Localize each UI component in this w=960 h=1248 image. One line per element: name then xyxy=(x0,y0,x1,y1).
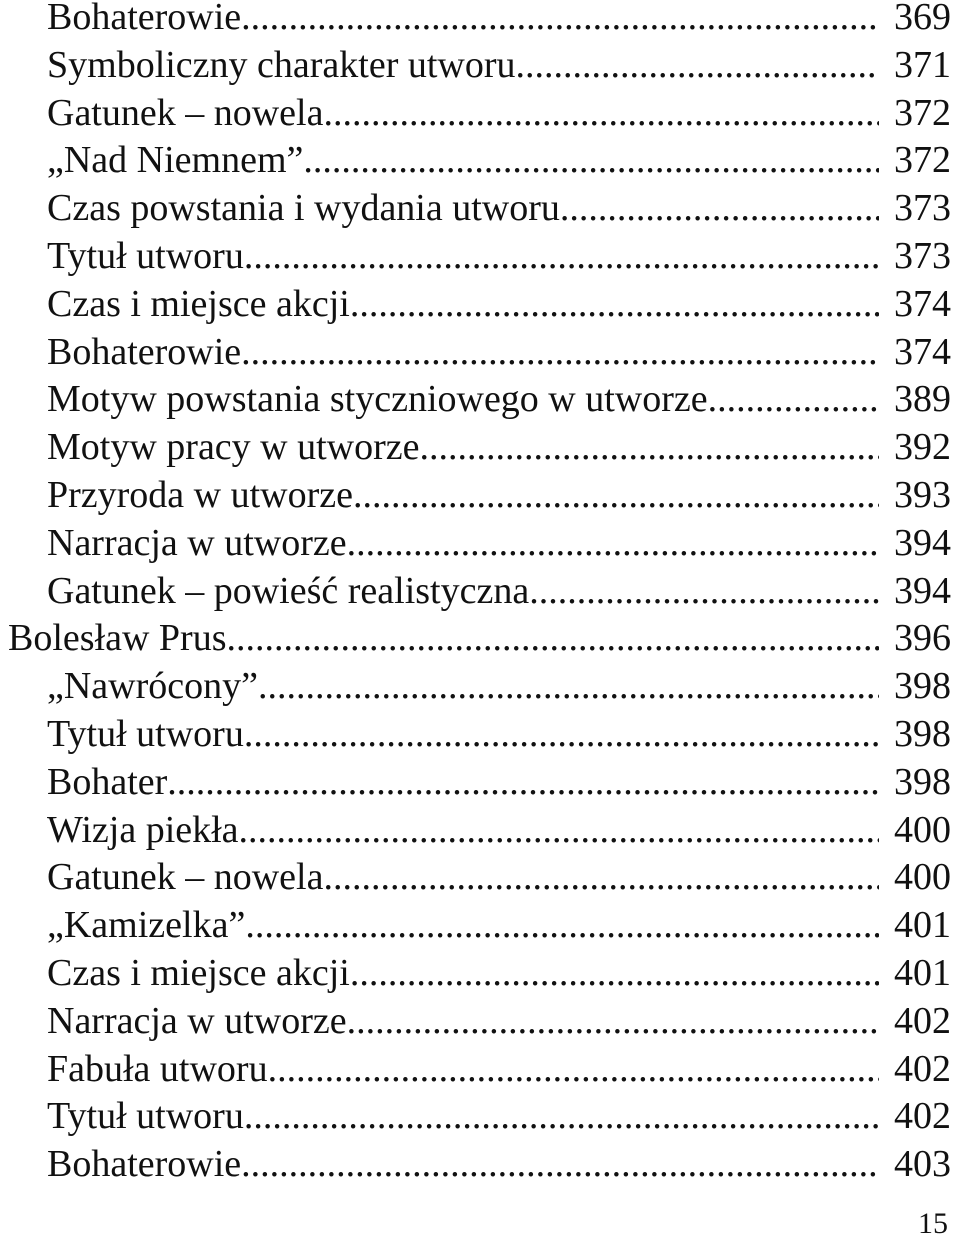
toc-entry xyxy=(0,424,960,472)
toc-entry xyxy=(0,950,960,998)
toc-dot-leader xyxy=(323,854,879,902)
toc-entry-page: 371 xyxy=(894,43,951,86)
toc-entry-page: 394 xyxy=(894,521,951,564)
toc-entry-page: 372 xyxy=(894,139,951,182)
toc-entry-title: „Nawrócony” xyxy=(47,665,259,708)
toc-entry-title: Tytuł utworu xyxy=(47,1095,244,1138)
toc-entry xyxy=(0,42,960,90)
toc-dot-leader xyxy=(420,424,879,472)
toc-dot-leader xyxy=(244,711,879,759)
toc-entry xyxy=(0,1141,960,1189)
toc-entry-title: Narracja w utworze xyxy=(47,999,347,1042)
toc-entry xyxy=(0,281,960,329)
toc-entry xyxy=(0,520,960,568)
toc-entry xyxy=(0,615,960,663)
toc-entry-title: Narracja w utworze xyxy=(47,521,347,564)
toc-entry-page: 400 xyxy=(894,856,951,899)
toc-entry-title: Fabuła utworu xyxy=(47,1047,268,1090)
toc-entry-title: Bohaterowie xyxy=(47,1143,242,1186)
toc-entry-title: Motyw powstania styczniowego w utworze xyxy=(47,378,708,421)
toc-entry-title: Bohaterowie xyxy=(47,0,242,38)
toc-entry-title: Symboliczny charakter utworu xyxy=(47,43,516,86)
toc-entry xyxy=(0,472,960,520)
toc-entry-title: Bohaterowie xyxy=(47,330,242,373)
toc-entry xyxy=(0,233,960,281)
toc-entry xyxy=(0,854,960,902)
toc-entry-title: Wizja piekła xyxy=(47,808,239,851)
toc-dot-leader xyxy=(244,1093,879,1141)
toc-entry-title: Przyroda w utworze xyxy=(47,473,354,516)
toc-entry xyxy=(0,807,960,855)
toc-dot-leader xyxy=(227,615,880,663)
toc-entry xyxy=(0,1046,960,1094)
toc-entry-title: „Kamizelka” xyxy=(47,904,246,947)
toc-dot-leader xyxy=(347,520,879,568)
toc-entry-page: 374 xyxy=(894,282,951,325)
toc-entry-title: Czas i miejsce akcji xyxy=(47,951,350,994)
toc-dot-leader xyxy=(350,950,879,998)
toc-entry xyxy=(0,137,960,185)
toc-dot-leader xyxy=(560,185,879,233)
toc-entry-title: Czas i miejsce akcji xyxy=(47,282,350,325)
toc-entry xyxy=(0,329,960,377)
toc-dot-leader xyxy=(350,281,879,329)
page-number: 15 xyxy=(918,1207,948,1240)
toc-entry xyxy=(0,90,960,138)
toc-entry-page: 372 xyxy=(894,91,951,134)
toc-entry-page: 369 xyxy=(894,0,951,38)
toc-entry-page: 373 xyxy=(894,187,951,230)
toc-entry-page: 398 xyxy=(894,760,951,803)
toc-entry-title: Tytuł utworu xyxy=(47,234,244,277)
toc-dot-leader xyxy=(239,807,879,855)
toc-entry xyxy=(0,376,960,424)
toc-dot-leader xyxy=(353,472,879,520)
toc-dot-leader xyxy=(708,376,879,424)
toc-entry-page: 398 xyxy=(894,665,951,708)
toc-dot-leader xyxy=(258,663,879,711)
toc-entry xyxy=(0,185,960,233)
toc-entry xyxy=(0,711,960,759)
toc-entry xyxy=(0,663,960,711)
toc-entry-title: Motyw pracy w utworze xyxy=(47,426,420,469)
toc-dot-leader xyxy=(167,759,879,807)
toc-entry-page: 389 xyxy=(894,378,951,421)
toc-entry-page: 396 xyxy=(894,617,951,660)
toc-entry-title: Gatunek – powieść realistyczna xyxy=(47,569,530,612)
toc-entry-page: 400 xyxy=(894,808,951,851)
toc-entry-page: 374 xyxy=(894,330,951,373)
toc-entry-page: 392 xyxy=(894,426,951,469)
toc-dot-leader xyxy=(303,137,879,185)
toc-entry-page: 394 xyxy=(894,569,951,612)
toc-dot-leader xyxy=(241,0,879,42)
toc-entry-title: Bolesław Prus xyxy=(8,617,227,660)
toc-entry xyxy=(0,0,960,42)
toc-dot-leader xyxy=(323,90,879,138)
toc-entry-page: 402 xyxy=(894,1047,951,1090)
toc-entry-page: 402 xyxy=(894,999,951,1042)
toc-dot-leader xyxy=(245,902,879,950)
toc-dot-leader xyxy=(244,233,879,281)
toc-dot-leader xyxy=(529,568,879,616)
toc-entry-title: „Nad Niemnem” xyxy=(47,139,304,182)
toc-entry xyxy=(0,998,960,1046)
toc-dot-leader xyxy=(241,329,879,377)
toc-entry xyxy=(0,759,960,807)
toc-entry xyxy=(0,1093,960,1141)
toc-entry-page: 401 xyxy=(894,904,951,947)
toc-entry-page: 402 xyxy=(894,1095,951,1138)
toc-dot-leader xyxy=(268,1046,879,1094)
toc-entry xyxy=(0,568,960,616)
toc-entry-title: Gatunek – nowela xyxy=(47,856,324,899)
toc-entry-title: Gatunek – nowela xyxy=(47,91,324,134)
toc-dot-leader xyxy=(347,998,879,1046)
toc-entry-title: Czas powstania i wydania utworu xyxy=(47,187,560,230)
toc-entry-page: 403 xyxy=(894,1143,951,1186)
toc-entry-page: 401 xyxy=(894,951,951,994)
toc-dot-leader xyxy=(241,1141,879,1189)
toc-entry xyxy=(0,902,960,950)
toc-dot-leader xyxy=(516,42,879,90)
toc-entry-title: Tytuł utworu xyxy=(47,712,244,755)
toc-entry-page: 393 xyxy=(894,473,951,516)
toc-entry-page: 373 xyxy=(894,234,951,277)
toc-entry-page: 398 xyxy=(894,712,951,755)
toc-entry-title: Bohater xyxy=(47,760,168,803)
